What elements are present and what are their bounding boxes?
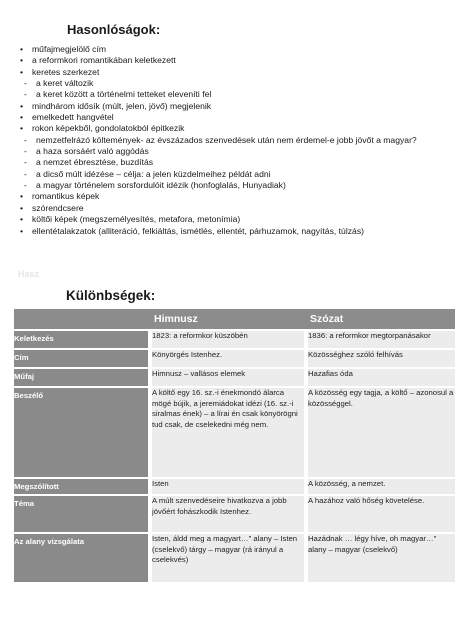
table-row	[14, 495, 455, 533]
list-marker: •	[20, 214, 24, 225]
row-label: Cím	[14, 349, 150, 368]
list-item-text: a reformkori romantikában keletkezett	[32, 55, 176, 66]
list-item	[20, 180, 470, 191]
row-label: Megszólított	[14, 478, 150, 495]
list-item	[20, 135, 470, 146]
row-label: Keletkezés	[14, 330, 150, 349]
footer-mark: zi	[17, 580, 31, 599]
list-marker: -	[24, 78, 27, 89]
list-item-text: nemzetfelrázó költemények- az évszázados szenvedések után nem érdemel-e jobb jövőt a magyar?	[36, 134, 417, 145]
table-row	[14, 478, 455, 495]
cell-szozat: Hazafias óda	[306, 368, 455, 387]
header-cell-szozat: Szózat	[306, 309, 455, 330]
cell-szozat: A hazához való hőség követelése.	[306, 495, 455, 533]
table-row	[14, 349, 455, 368]
cell-himnusz: Isten	[150, 478, 306, 495]
table-row	[14, 387, 455, 478]
cell-szozat: Közösséghez szóló felhívás	[306, 349, 455, 368]
list-marker: •	[20, 100, 24, 111]
row-label: Téma	[14, 495, 150, 533]
cell-szozat: A közösség egy tagja, a költő – azonosul a közösséggel.	[306, 387, 455, 478]
list-item	[20, 191, 470, 202]
cell-himnusz: Himnusz – vallásos elemek	[150, 368, 306, 387]
list-marker: •	[20, 191, 24, 202]
row-label: Beszélő	[14, 387, 150, 478]
list-item	[20, 123, 470, 134]
list-item-text: romantikus képek	[32, 191, 100, 202]
table-row	[14, 533, 455, 583]
list-item-text: költői képek (megszemélyesítés, metafora, metonímia)	[32, 214, 241, 225]
cell-himnusz: A költő egy 16. sz.-i énekmondó álarca mögé bújik, a jeremiádokat idézi (16. sz.-i siralmas ének) – a lírai én csak könyörögni tud csak, de cselekedni még nem.	[150, 387, 306, 478]
list-marker: -	[24, 180, 27, 191]
cell-himnusz: Isten, áldd meg a magyart…" alany – Isten (cselekvő) tárgy – magyar (rá irányul a cselekvés)	[150, 533, 306, 583]
list-marker: -	[24, 134, 27, 145]
row-label: Az alany vizsgálata	[14, 533, 150, 583]
list-marker: •	[20, 55, 24, 66]
list-item-text: műfajmegjelölő cím	[32, 44, 107, 54]
list-marker: •	[20, 66, 24, 77]
list-item	[20, 203, 470, 214]
list-marker: •	[20, 123, 24, 134]
list-item-text: a haza sorsáért való aggódás	[36, 146, 149, 157]
list-item	[20, 67, 470, 78]
cell-szozat: 1836: a reformkor megtorpanásakor	[306, 330, 455, 349]
list-marker: -	[24, 146, 27, 157]
list-item-text: a dicső múlt idézése – célja: a jelen küzdelmeihez példát adni	[36, 168, 271, 179]
list-item-text: a magyar történelem sorsfordulóit idézik (honfoglalás, Hunyadiak)	[36, 180, 286, 191]
list-item	[20, 112, 470, 123]
list-item	[20, 89, 470, 100]
table-header-row	[14, 309, 455, 330]
list-item-text: a nemzet ébresztése, buzdítás	[36, 157, 154, 168]
list-marker: •	[20, 202, 24, 213]
list-item	[20, 169, 470, 180]
row-label: Műfaj	[14, 368, 150, 387]
list-item	[20, 55, 470, 66]
cell-himnusz: Könyörgés Istenhez.	[150, 349, 306, 368]
list-marker: •	[20, 112, 24, 123]
list-item-text: szórendcsere	[32, 202, 84, 213]
cell-himnusz: 1823: a reformkor küszöbén	[150, 330, 306, 349]
similarities-list	[20, 44, 470, 237]
list-item	[20, 157, 470, 168]
list-item-text: a keret változik	[36, 78, 94, 89]
differences-table	[14, 309, 455, 584]
list-item	[20, 44, 470, 55]
similarities-heading: Hasonlóságok:	[67, 22, 161, 37]
list-item	[20, 226, 470, 237]
list-item-text: mindhárom idősík (múlt, jelen, jövő) megjelenik	[32, 100, 212, 111]
list-marker: •	[20, 225, 24, 236]
list-item-text: rokon képekből, gondolatokból épitkezik	[32, 123, 185, 134]
list-item	[20, 78, 470, 89]
list-item	[20, 101, 470, 112]
list-item-text: emelkedett hangvétel	[32, 112, 114, 123]
list-item	[20, 146, 470, 157]
list-item-text: a keret között a történelmi tetteket eleveníti fel	[36, 89, 212, 100]
cell-szozat: Hazádnak … légy híve, oh magyar…" alany – magyar (cselekvő)	[306, 533, 455, 583]
cell-himnusz: A múlt szenvedéseire hivatkozva a jobb jövőért fohászkodik Istenhez.	[150, 495, 306, 533]
header-cell-himnusz: Himnusz	[150, 309, 306, 330]
list-marker: •	[20, 44, 24, 54]
faded-text: Hasz	[18, 269, 40, 279]
list-item-text: keretes szerkezet	[32, 66, 100, 77]
list-marker: -	[24, 157, 27, 168]
list-item-text: ellentétalakzatok (alliteráció, felkiáltás, ismétlés, ellentét, párhuzamok, nagyítás, túlzás)	[32, 225, 364, 236]
table-row	[14, 330, 455, 349]
list-marker: -	[24, 168, 27, 179]
differences-heading: Különbségek:	[66, 288, 156, 303]
table-row	[14, 368, 455, 387]
header-cell-empty	[14, 309, 150, 330]
list-marker: -	[24, 89, 27, 100]
list-item	[20, 214, 470, 225]
cell-szozat: A közösség, a nemzet.	[306, 478, 455, 495]
